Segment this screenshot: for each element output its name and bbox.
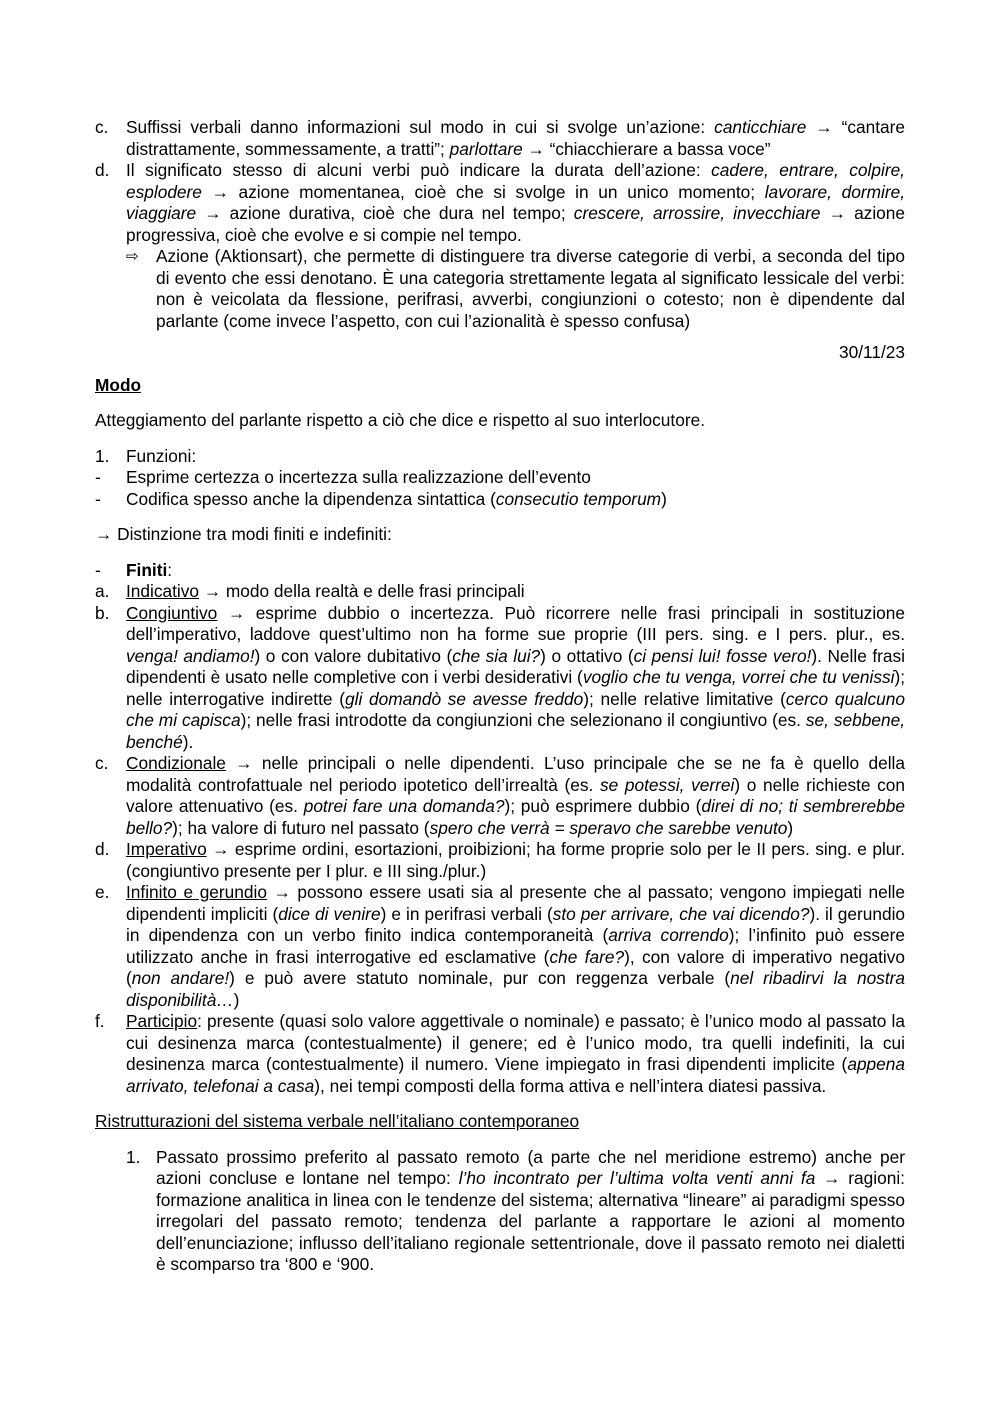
list-marker: -	[95, 488, 101, 509]
list-item	[95, 560, 905, 582]
italic-run: potrei fare una domanda?	[303, 796, 505, 816]
sub-item-text	[156, 246, 905, 331]
underlined-term: Imperativo	[126, 839, 207, 859]
list-item	[95, 839, 905, 882]
text-run: → azione durativa, cioè che dura nel tempo;	[196, 203, 574, 223]
list-marker: d.	[95, 160, 110, 180]
italic-run: se potessi, verrei	[600, 774, 735, 795]
item-text	[126, 882, 905, 1010]
italic-run: dice di venire	[278, 903, 381, 924]
list-marker: 1.	[126, 1146, 141, 1167]
italic-run: che fare?	[549, 946, 625, 967]
underlined-term: Indicativo	[126, 581, 200, 601]
text-run: → esprime ordini, esortazioni, proibizioni; ha forme proprie solo per le II pers. sing. e plur. (congiuntivo presente per I plur. e III sing./plur.)	[126, 839, 905, 881]
text-run: ); può esprimere dubbio (	[504, 796, 702, 816]
item-text	[126, 117, 905, 159]
text-run: ); ha valore di futuro nel passato (	[172, 817, 430, 838]
italic-run: arriva correndo	[608, 925, 729, 945]
text-run: ) o ottativo (	[540, 645, 634, 666]
text-run: ) e può avere statuto nominale, pur con reggenza verbale (	[229, 968, 731, 988]
item-text	[126, 489, 667, 509]
text-run: → ragioni: formazione analitica in linea con le tendenze del sistema; alternativa “lineare” ai paradigmi spesso irregolari del passato remoto; tendenza del parlante a rapportare le azioni al momento dell’enunciazione; influsso dell’italiano regionale settentrionale, dove il passato remoto nei dialetti è scomparso tra ‘800 e ‘900.	[156, 1168, 905, 1274]
section-heading-modo: Modo	[95, 374, 142, 395]
item-text	[126, 467, 591, 487]
item-text	[126, 603, 905, 752]
sub-item	[126, 246, 905, 332]
text-run: → azione momentanea, cioè che si svolge in un unico momento;	[201, 181, 765, 202]
list-marker: f.	[95, 1011, 105, 1031]
underlined-term: Infinito e gerundio	[126, 882, 267, 902]
item-text	[126, 1011, 905, 1096]
text-run: Azione (Aktionsart), che permette di distinguere tra diverse categorie di verbi, a seconda del tipo di evento che essi denotano. È una categoria strettamente legata al significato lessicale del verbi: non è veicolata da flessione, perifrasi, avverbi, congiunzioni o cotesto; non è dipendente dal parlante (come invece l’aspetto, con cui l’azionalità è spesso confusa)	[156, 246, 905, 331]
text-run: ) o nelle richieste con valore attenuativo (es.	[126, 774, 906, 816]
text-run: ); nelle relative limitative (	[583, 688, 786, 709]
list-marker: e.	[95, 882, 110, 902]
underlined-term: Condizionale	[126, 753, 226, 773]
italic-run: canticchiare	[714, 117, 807, 137]
italic-run: che sia lui?	[452, 645, 541, 666]
list-marker: b.	[95, 602, 110, 623]
text-run: ); nelle interrogative indirette (	[126, 667, 906, 709]
list-item	[95, 489, 905, 511]
item-text	[126, 581, 525, 601]
italic-run: venga! andiamo!	[126, 645, 255, 666]
italic-run: parlottare	[449, 138, 523, 159]
list-item	[95, 882, 905, 1011]
text-run: )	[787, 817, 794, 838]
text-run: : presente (quasi solo valore aggettivale o nominale) e passato; è l’unico modo al passato la cui desinenza marca (contestualmente) il genere; ed è l’unico modo, tra quelli indefiniti, la cui desinenza marca (contestualmente) il numero. Viene impiegato in frasi dipendenti implicite (	[126, 1011, 905, 1074]
italic-run: sto per arrivare, che vai dicendo?	[552, 903, 810, 924]
italic-run: nel ribadirvi la nostra disponibilità…	[126, 968, 905, 1010]
text-run: Passato prossimo preferito al passato remoto (a parte che nel meridione estremo) anche per azioni concluse e lontane nel tempo:	[156, 1146, 905, 1188]
underlined-term: Congiuntivo	[126, 602, 218, 623]
text-run: → nelle principali o nelle dipendenti. L’uso principale che se ne fa è quello della modalità controfattuale nel periodo ipotetico dell’irrealtà (es.	[126, 753, 905, 795]
italic-run: voglio che tu venga, vorrei che tu venissi	[582, 667, 895, 687]
list-item	[95, 603, 905, 754]
functions-label: Funzioni:	[126, 445, 197, 466]
text-run: )	[661, 488, 667, 509]
text-run: → “cantare distrattamente, sommessamente, a tratti”;	[126, 117, 905, 159]
italic-run: se, sebbene, benché	[126, 710, 905, 752]
italic-run: ci pensi lui! fosse vero!	[633, 645, 812, 666]
text-run: )	[233, 989, 240, 1010]
text-run: → possono essere usati sia al presente che al passato; vengono impiegati nelle dipendenti impliciti (	[126, 882, 905, 924]
list-marker: c.	[95, 753, 109, 773]
date-stamp: 30/11/23	[839, 342, 905, 362]
list-item	[95, 467, 905, 489]
italic-run: consecutio temporum	[495, 488, 662, 509]
text-run: Suffissi verbali danno informazioni sul modo in cui si svolge un’azione:	[126, 117, 715, 137]
list-item	[95, 1011, 905, 1097]
text-run: ). Nelle frasi dipendenti è usato nelle completive con i verbi desiderativi (	[126, 645, 906, 687]
list-item	[95, 753, 905, 839]
italic-run: l’ho incontrato per l’ultima volta venti anni fa	[458, 1168, 816, 1188]
italic-run: cadere, entrare, colpire, esplodere	[126, 160, 905, 202]
list-marker: d.	[95, 839, 110, 859]
list-marker: a.	[95, 581, 110, 601]
text-run: ) o con valore dubitativo (	[254, 645, 453, 666]
list-item	[95, 117, 905, 160]
text-run: Codifica spesso anche la dipendenza sintattica (	[126, 488, 496, 509]
list-marker: c.	[95, 117, 109, 137]
arrow-icon: ⇨	[126, 248, 139, 265]
list-marker: -	[95, 559, 101, 580]
item-text	[126, 160, 905, 246]
italic-run: non andare!	[131, 968, 230, 988]
underlined-term: Participio	[126, 1011, 198, 1031]
list-item	[95, 160, 905, 332]
text-run: ) e in perifrasi verbali (	[380, 903, 553, 924]
list-item	[95, 446, 905, 468]
text-run: → “chiacchierare a bassa voce”	[522, 138, 771, 159]
text-run: → modo della realtà e delle frasi principali	[199, 581, 525, 601]
text-run: ), con valore di imperativo negativo (	[126, 946, 905, 988]
item-text	[126, 753, 905, 838]
italic-run: appena arrivato, telefonai a casa	[126, 1054, 905, 1096]
item-text	[156, 1147, 905, 1275]
list-item	[95, 1147, 905, 1276]
section-heading-ristrutturazioni: Ristrutturazioni del sistema verbale nell’italiano contemporaneo	[95, 1111, 580, 1131]
text-run: → azione progressiva, cioè che evolve e si compie nel tempo.	[126, 203, 905, 245]
item-text	[126, 839, 905, 881]
finiti-colon: :	[167, 559, 173, 580]
text-run: ); nelle frasi introdotte da congiunzioni che selezionano il congiuntivo (es.	[240, 710, 806, 730]
text-run: → esprime dubbio o incertezza. Può ricorrere nelle frasi principali in sostituzione dell’imperativo, laddove quest’ultimo non ha forme sue proprie (III pers. sing. e I pers. plur., es.	[126, 602, 905, 644]
italic-run: gli domandò se avesse freddo	[345, 688, 584, 709]
italic-run: crescere, arrossire, invecchiare	[573, 203, 821, 223]
text-run: Il significato stesso di alcuni verbi può indicare la durata dell’azione:	[126, 160, 712, 180]
text-run: Esprime certezza o incertezza sulla realizzazione dell’evento	[126, 467, 591, 487]
distinction-line: → Distinzione tra modi finiti e indefiniti:	[95, 524, 392, 544]
italic-run: direi di no; ti sembrerebbe bello?	[126, 796, 905, 838]
text-run: ). il gerundio in dipendenza con un verbo finito indica contemporaneità (	[126, 903, 906, 945]
text-run: ).	[182, 731, 194, 752]
italic-run: cerco qualcuno che mi capisca	[126, 688, 905, 730]
list-item	[95, 581, 905, 603]
text-run: ); l’infinito può essere utilizzato anche in frasi interrogative ed esclamative (	[126, 925, 906, 967]
italic-run: lavorare, dormire, viaggiare	[126, 181, 906, 223]
document-page	[95, 117, 905, 1276]
italic-run: spero che verrà = speravo che sarebbe venuto	[429, 817, 788, 838]
list-marker: 1.	[95, 445, 110, 466]
modo-definition: Atteggiamento del parlante rispetto a ciò che dice e rispetto al suo interlocutore.	[95, 410, 705, 430]
text-run: ), nei tempi composti della forma attiva e nell’intera diatesi passiva.	[314, 1075, 827, 1096]
list-marker: -	[95, 467, 101, 487]
finiti-label: Finiti	[126, 559, 168, 580]
